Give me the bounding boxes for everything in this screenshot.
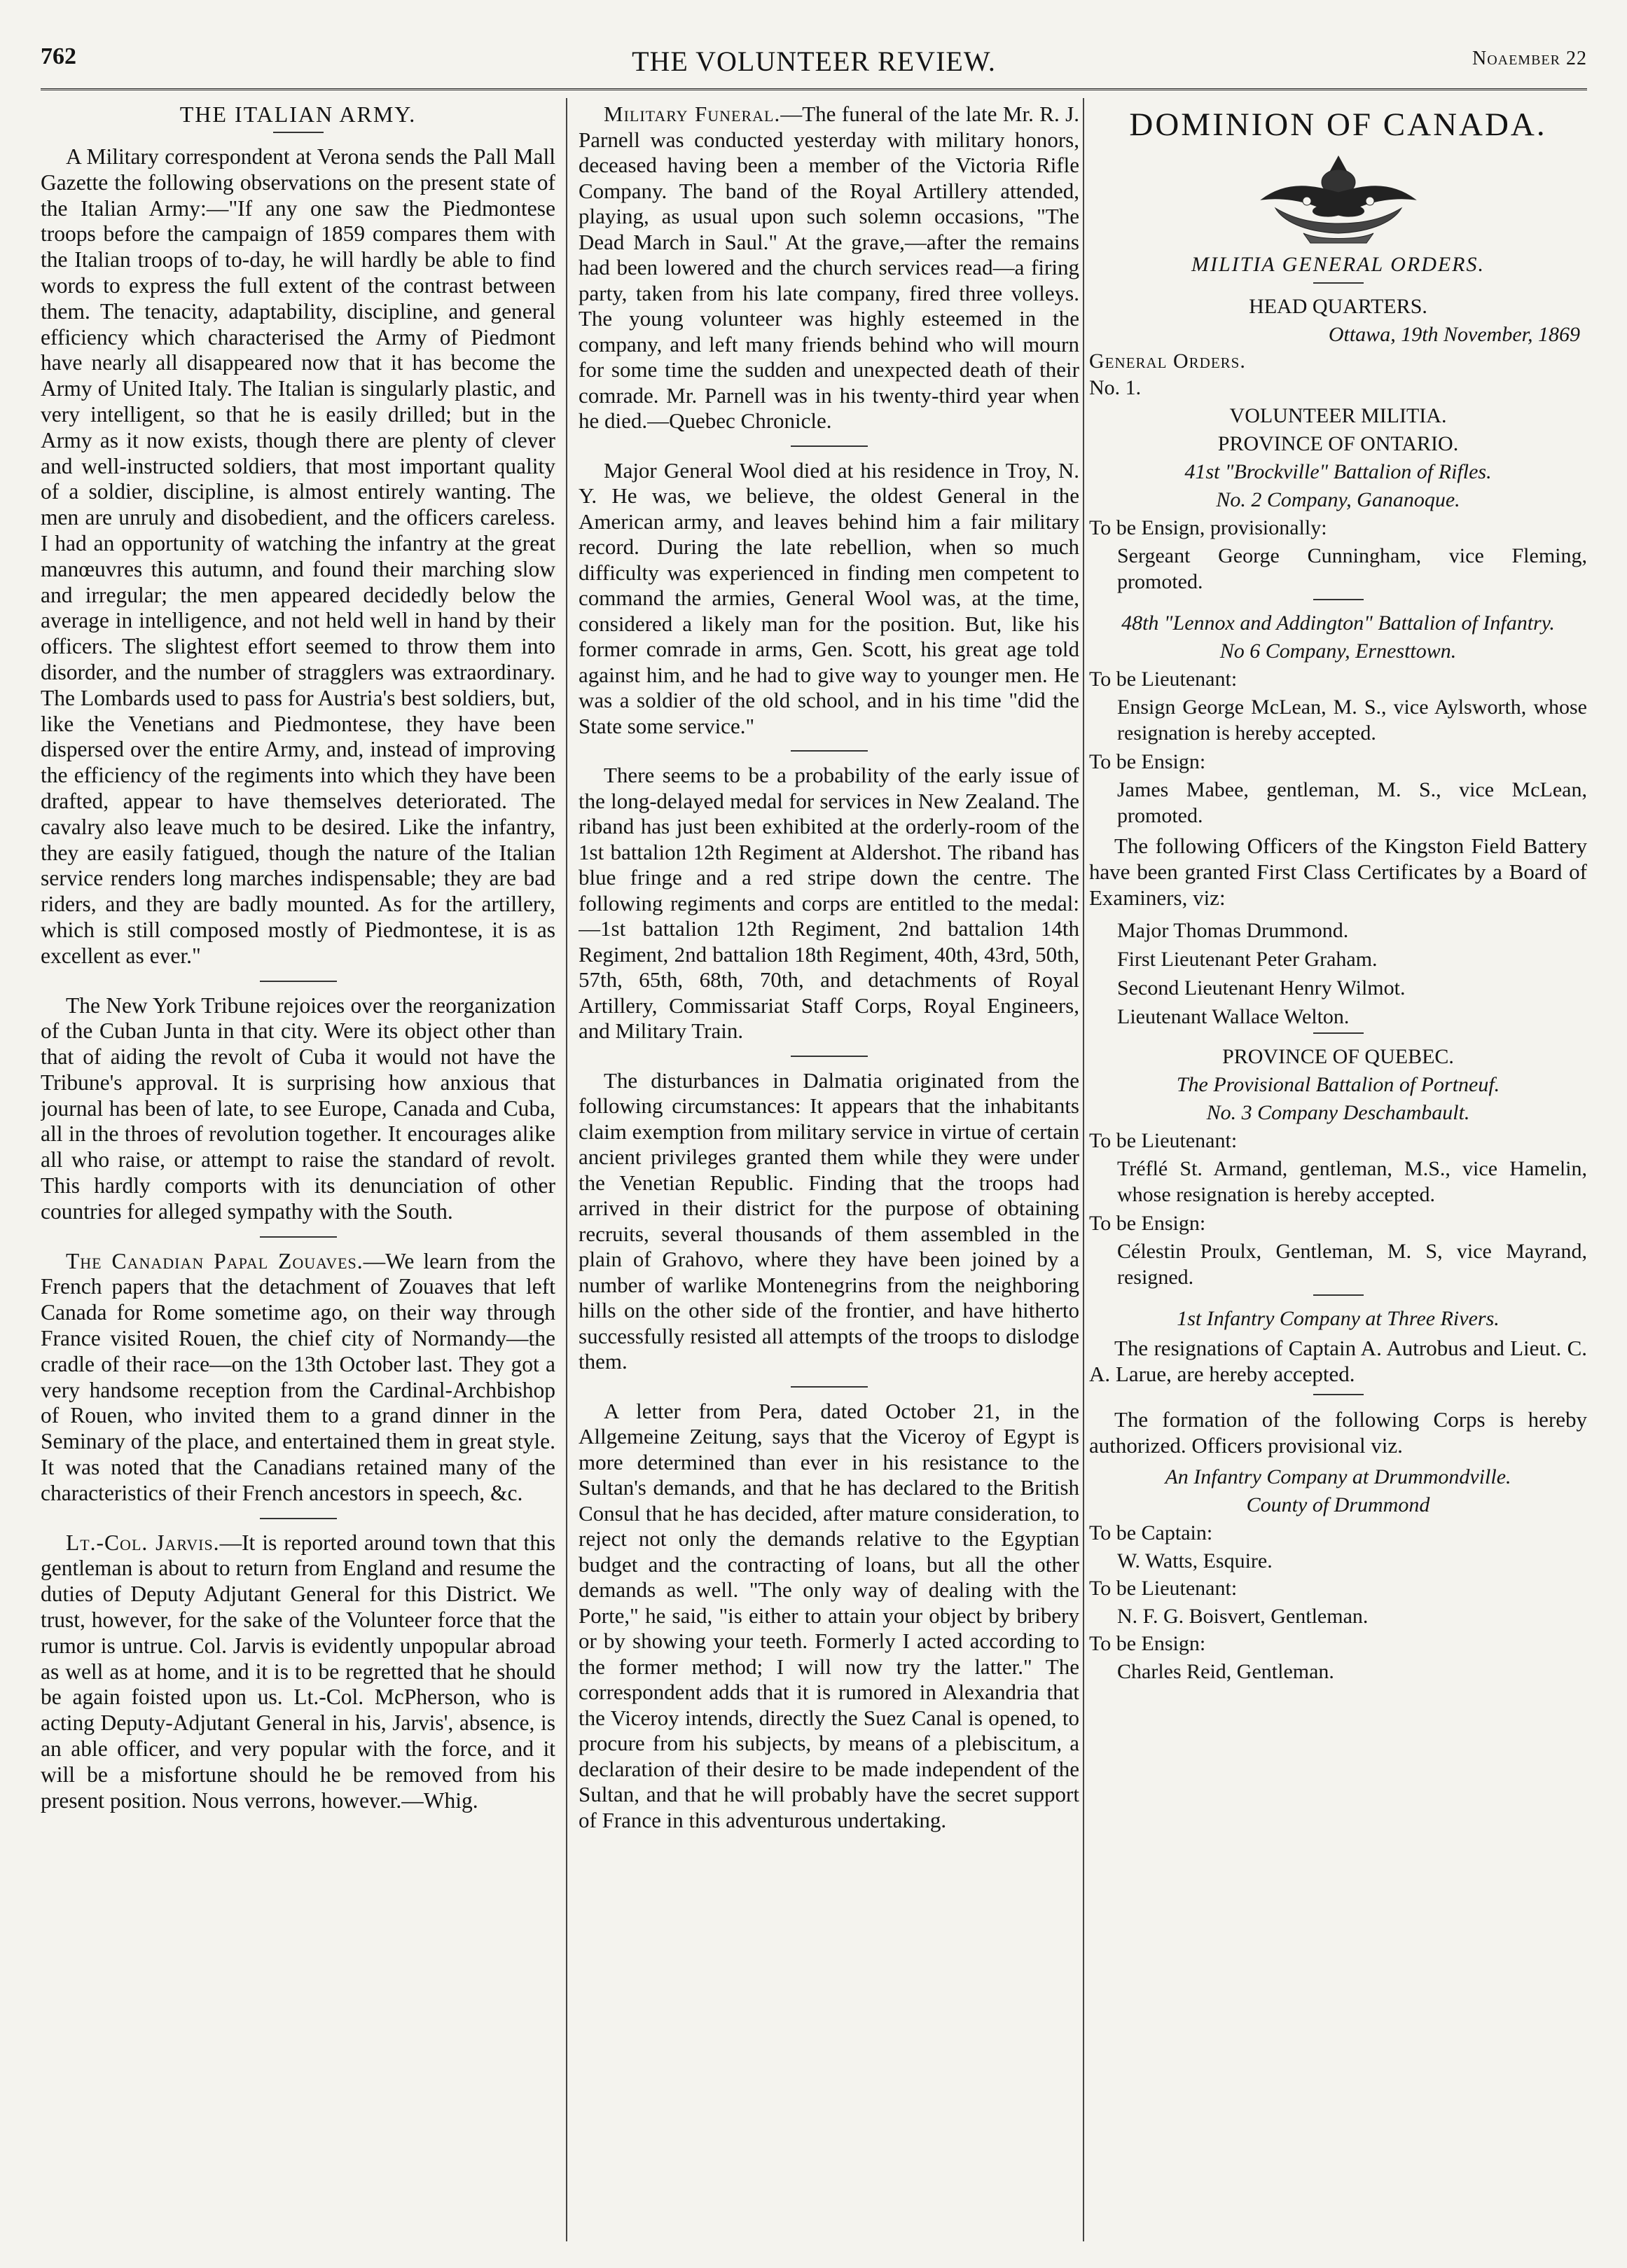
issue-date: Noaember 22 bbox=[1472, 48, 1587, 69]
page-number: 762 bbox=[41, 43, 76, 69]
paper-title: THE VOLUNTEER REVIEW. bbox=[632, 46, 996, 77]
province-quebec-heading: PROVINCE OF QUEBEC. bbox=[1222, 1045, 1454, 1068]
column-divider bbox=[1083, 98, 1084, 2241]
appointment-entry: W. Watts, Esquire. bbox=[1117, 1549, 1273, 1572]
article-paragraph bbox=[41, 1530, 555, 1814]
appointment-entry: Célestin Proulx, Gentleman, M. S, vice Mayrand, resigned. bbox=[1117, 1240, 1587, 1289]
paragraph-heading: Lt.-Col. Jarvis. bbox=[66, 1530, 220, 1555]
volunteer-militia-heading: VOLUNTEER MILITIA. bbox=[1229, 404, 1447, 427]
company-name: No. 2 Company, Gananoque. bbox=[1216, 488, 1460, 511]
appointment-entry: Charles Reid, Gentleman. bbox=[1117, 1660, 1334, 1683]
dominion-title: DOMINION OF CANADA. bbox=[1129, 106, 1547, 143]
header-rule bbox=[41, 88, 1587, 90]
appointment-label: To be Ensign: bbox=[1089, 1212, 1206, 1235]
appointment-label: To be Captain: bbox=[1089, 1521, 1213, 1544]
rule bbox=[791, 1056, 868, 1057]
province-ontario-heading: PROVINCE OF ONTARIO. bbox=[1217, 432, 1459, 455]
rule bbox=[260, 1518, 337, 1519]
notice-paragraph: The resignations of Captain A. Autrobus and Lieut. C. A. Larue, are hereby accepted. bbox=[1089, 1336, 1587, 1386]
notice-paragraph: The following Officers of the Kingston Field Battery have been granted First Class Certificates by a Board of Examiners, viz: bbox=[1089, 834, 1587, 910]
certificate-name: First Lieutenant Peter Graham. bbox=[1117, 948, 1378, 971]
paragraph-body: —We learn from the French papers that the detachment of Zouaves that left Canada for Rome sometime ago, on their way through France visited Rouen, the chief city of Normandy—the cradle of their race—on the 13th October last. They got a very handsome reception from the Cardinal-Archbishop of Rouen, who invited them to a grand dinner in the Seminary of the place, and entertained them in great style. It was noted that the Canadians retained many of the characteristics of their French ancestors in speech, &c. bbox=[41, 1248, 555, 1505]
column-1 bbox=[41, 102, 555, 2238]
appointment-entry: N. F. G. Boisvert, Gentleman. bbox=[1117, 1605, 1369, 1628]
appointment-entry: Sergeant George Cunningham, vice Fleming, promoted. bbox=[1117, 544, 1587, 593]
column-3 bbox=[1089, 102, 1587, 2238]
paragraph-body: —It is reported around town that this gentleman is about to return from England and resume the duties of Deputy Adjutant General for this District. We trust, however, for the sake of the Volunteer force that the rumor is untrue. Col. Jarvis is evidently unpopular abroad as well as at home, and it is to be regretted that he should be again foisted upon us. Lt.-Col. McPherson, who is acting Deputy-Adjutant General in his, Jarvis', absence, is an able officer, and very popular with the force, and it will be a misfortune should he be removed from his present position. Nous verrons, however.—Whig. bbox=[41, 1530, 555, 1813]
rule bbox=[260, 1236, 337, 1238]
appointment-label: To be Ensign: bbox=[1089, 750, 1206, 773]
appointment-entry: James Mabee, gentleman, M. S., vice McLean, promoted. bbox=[1117, 778, 1587, 827]
article-paragraph bbox=[41, 1249, 555, 1507]
paragraph-body: —The funeral of the late Mr. R. J. Parnell was conducted yesterday with military honors, deceased having been a member of the Victoria Rifle Company. The band of the Royal Artillery attended, playing, as usual upon such solemn occasions, "The Dead March in Saul." At the grave,—after the remains had been lowered and the church services read—a firing party, taken from his late company, fired three volleys. The young volunteer was highly esteemed in the company, and left many friends behind who will mourn for some time the sudden and unexpected death of their comrade. Mr. Parnell was in his twenty-third year when he died.—Quebec Chronicle. bbox=[579, 102, 1079, 433]
rule bbox=[273, 132, 324, 133]
battalion-name: The Provisional Battalion of Portneuf. bbox=[1176, 1073, 1500, 1096]
rule bbox=[1313, 1294, 1364, 1296]
general-orders-label: General Orders. bbox=[1089, 350, 1246, 373]
battalion-name: 48th "Lennox and Addington" Battalion of Infantry. bbox=[1121, 611, 1555, 635]
appointment-label: To be Ensign: bbox=[1089, 1632, 1206, 1655]
head-quarters: HEAD QUARTERS. bbox=[1249, 295, 1427, 318]
certificate-name: Second Lieutenant Henry Wilmot. bbox=[1117, 976, 1406, 1000]
rule bbox=[1313, 1394, 1364, 1395]
article-paragraph: A letter from Pera, dated October 21, in the Allgemeine Zeitung, says that the Viceroy of Egypt is more determined than ever in his resistance to the Sultan's demands, and that he has declared to the British Consul that he has decided, after mature consideration, to reject not only the demands relative to the Egyptian budget and the contracting of loans, but all the other demands as well. "The only way of dealing with the Porte," he said, "is either to attain your object by bribery or by showing your teeth. Formerly I acted according to the former method; I will now try the latter." The correspondent adds that it is rumored in Alexandria that the Viceroy intends, directly the Suez Canal is opened, to procure from his subjects, by means of a plebiscitum, a declaration of their desire to be made independent of the Sultan, and that he will probably have the secret support of France in this adventurous undertaking. bbox=[579, 1398, 1079, 1832]
county-name: County of Drummond bbox=[1246, 1493, 1430, 1516]
paragraph-heading: The Canadian Papal Zouaves. bbox=[66, 1248, 364, 1273]
rule bbox=[791, 750, 868, 752]
article-paragraph: There seems to be a probability of the early issue of the long-delayed medal for services in New Zealand. The riband has just been exhibited at the orderly-room of the 1st battalion 12th Regiment at Aldershot. The riband has blue fringe and a red stripe down the centre. The following regiments and corps are entitled to the medal:—1st battalion 12th Regiment, 2nd battalion 14th Regiment, 2nd battalion 18th Regiment, 40th, 43rd, 50th, 57th, 65th, 68th, 70th, and detachments of Royal Artillery, Commissariat Staff Corps, Royal Engineers, and Military Train. bbox=[579, 763, 1079, 1043]
company-name: An Infantry Company at Drummondville. bbox=[1165, 1465, 1511, 1488]
article-heading: THE ITALIAN ARMY. bbox=[179, 102, 417, 127]
article-paragraph bbox=[579, 102, 1079, 434]
article-paragraph: Major General Wool died at his residence in Troy, N. Y. He was, we believe, the oldest General in the American army, and leaves behind him a fair military record. During the late rebellion, when so much difficulty was experienced in finding men competent to command the armies, General Wool was, at the time, considered a likely man for the position. But, like his former comrade in arms, Gen. Scott, his great age told against him, and he had to give way to younger men. He was a soldier of the old school, and in his time "did the State some service." bbox=[579, 457, 1079, 738]
rule bbox=[791, 445, 868, 447]
column-2 bbox=[579, 102, 1079, 2238]
article-paragraph: A Military correspondent at Verona sends the Pall Mall Gazette the following observations on the present state of the Italian Army:—"If any one saw the Piedmontese troops before the campaign of 1859 compares them with the Italian troops of to-day, he will hardly be able to find words to express the full extent of the contrast between them. The tenacity, adaptability, discipline, and general efficiency which characterised the Army of Piedmont have nearly all disappeared now that it has become the Army of United Italy. The Italian is singularly plastic, and very intelligent, so that he is easily drilled; but in the Army as it now exists, though there are plenty of clever and well-instructed soldiers, that most important quality of a soldier, discipline, is almost entirely wanting. The men are unruly and disobedient, and the officers careless. I had an opportunity of watching the infantry at the great manœuvres this autumn, and found their marching slow and irregular; the men appeared decidedly below the average in intelligence, and not held well in hand by their officers. The slightest effort seemed to throw them into disorder, and the number of stragglers was extraordinary. The Lombards used to pass for Austria's best soldiers, but, like the Venetians and Piedmontese, they have been dispersed over the entire Army, and, instead of improving the efficiency of the regiments into which they have been drafted, appear to have themselves deteriorated. The cavalry also leave much to be desired. Like the infantry, they are easily fatigued, though the nature of the Italian service renders long marches indispensable; they are bad riders, and they are badly mounted. As for the artillery, which is still composed mostly of Piedmontese, it is as excellent as ever." bbox=[41, 144, 555, 968]
appointment-label: To be Lieutenant: bbox=[1089, 1577, 1238, 1600]
column-divider bbox=[566, 98, 567, 2241]
article-paragraph: The New York Tribune rejoices over the reorganization of the Cuban Junta in that city. Were its object other than that of aiding the revolt of Cuba it would not have the Tribune's approval. It is surprising how anxious that journal has been of late, to see Europe, Canada and Cuba, all in the throes of revolution together. It encourages alike all who raise, or attempt to raise the standard of revolt. This hardly comports with its denunciation of other countries for alleged sympathy with the South. bbox=[41, 993, 555, 1224]
appointment-entry: Tréflé St. Armand, gentleman, M.S., vice Hamelin, whose resignation is hereby accepted. bbox=[1117, 1157, 1587, 1206]
rule bbox=[1313, 1032, 1364, 1034]
article-paragraph: The disturbances in Dalmatia originated from the following circumstances: It appears that the inhabitants claim exemption from military service in virtue of certain ancient privileges granted them while they were under the Venetian Republic. Finding that the troops had arrived in their district for the purpose of obtaining recruits, several thousands of them assembled in the plain of Grahovo, where they have been joined by a number of warlike Montenegrins from the neighboring hills on the other side of the frontier, and have hitherto successfully resisted all attempts of the troops to dislodge them. bbox=[579, 1067, 1079, 1374]
battalion-name: 41st "Brockville" Battalion of Rifles. bbox=[1184, 460, 1492, 483]
rule bbox=[260, 981, 337, 982]
rule bbox=[1313, 282, 1364, 284]
appointment-label: To be Ensign, provisionally: bbox=[1089, 516, 1327, 539]
appointment-entry: Ensign George McLean, M. S., vice Aylsworth, whose resignation is hereby accepted. bbox=[1117, 696, 1587, 745]
paragraph-heading: Military Funeral. bbox=[604, 102, 781, 126]
coat-of-arms-emblem bbox=[1233, 151, 1443, 249]
certificate-name: Major Thomas Drummond. bbox=[1117, 919, 1349, 942]
appointment-label: To be Lieutenant: bbox=[1089, 1129, 1238, 1152]
dateline: Ottawa, 19th November, 1869 bbox=[1328, 323, 1580, 346]
militia-orders-heading: MILITIA GENERAL ORDERS. bbox=[1191, 253, 1486, 276]
rule bbox=[1313, 599, 1364, 600]
order-number: No. 1. bbox=[1089, 376, 1142, 399]
page-header bbox=[41, 43, 1587, 92]
company-name: No 6 Company, Ernesttown. bbox=[1219, 639, 1457, 663]
rule bbox=[791, 1386, 868, 1388]
company-name: No. 3 Company Deschambault. bbox=[1206, 1101, 1470, 1124]
certificate-name: Lieutenant Wallace Welton. bbox=[1117, 1005, 1350, 1028]
notice-paragraph: The formation of the following Corps is hereby authorized. Officers provisional viz. bbox=[1089, 1407, 1587, 1458]
appointment-label: To be Lieutenant: bbox=[1089, 668, 1238, 691]
company-name: 1st Infantry Company at Three Rivers. bbox=[1177, 1307, 1500, 1330]
